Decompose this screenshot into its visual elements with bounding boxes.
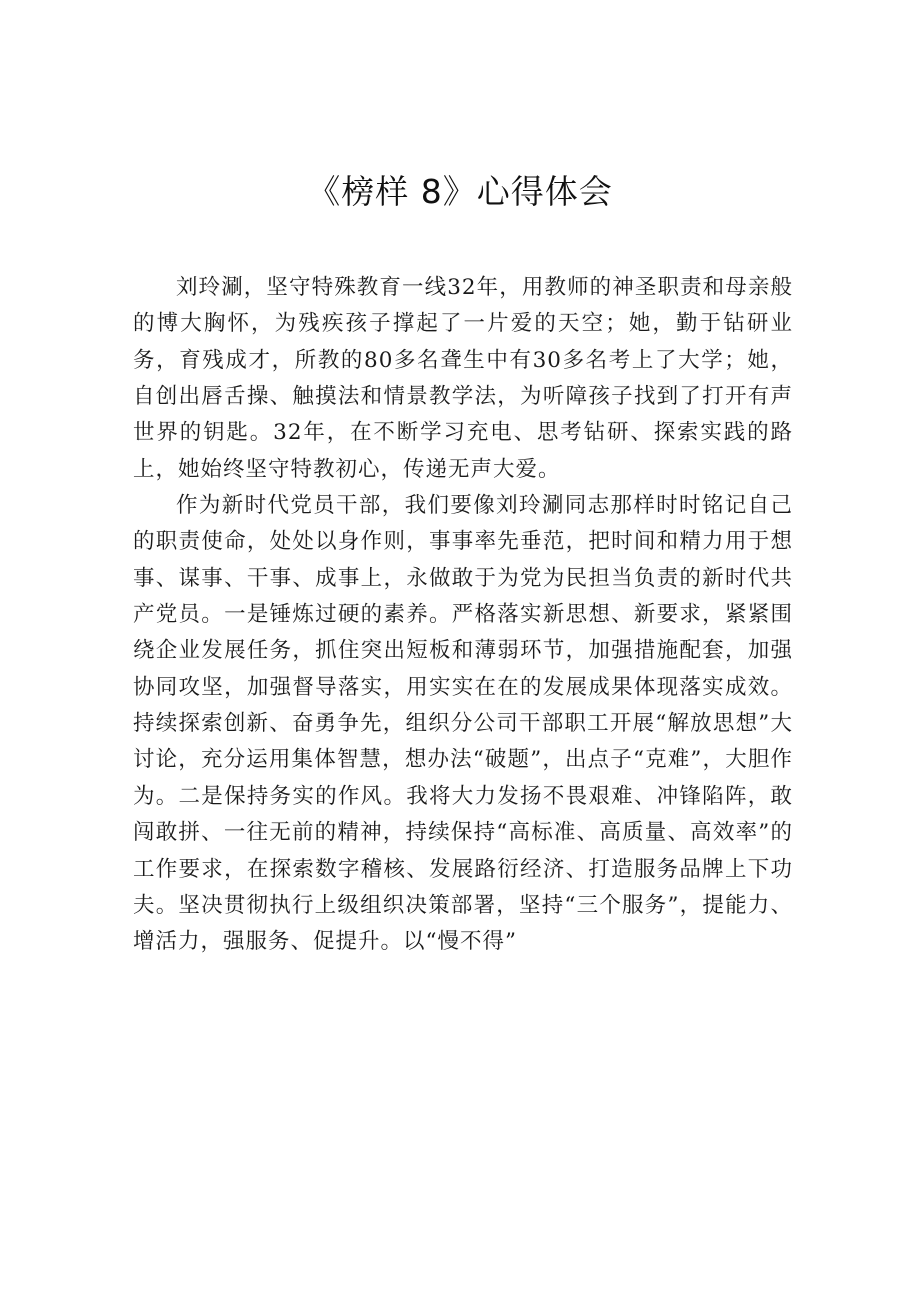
- paragraph: 刘玲涮，坚守特殊教育一线32年，用教师的神圣职责和母亲般的博大胸怀，为残疾孩子撑起了一片爱的天空；她，勤于钻研业务，育残成才，所教的80多名聋生中有30多名考上了大学；她，自创出唇舌操、触摸法和情景教学法，为听障孩子找到了打开有声世界的钥匙。32年，在不断学习充电、思考钻研、探索实践的路上，她始终坚守特教初心，传递无声大爱。: [133, 275, 793, 482]
- document-title: 《榜样 8》心得体会: [307, 172, 613, 211]
- document-body: [133, 270, 793, 961]
- paragraph: 作为新时代党员干部，我们要像刘玲涮同志那样时时铭记自己的职责使命，处处以身作则，事事率先垂范，把时间和精力用于想事、谋事、干事、成事上，永做敢于为党为民担当负责的新时代共产党员。一是锤炼过硬的素养。严格落实新思想、新要求，紧紧围绕企业发展任务，抓住突出短板和薄弱环节，加强措施配套，加强协同攻坚，加强督导落实，用实实在在的发展成果体现落实成效。持续探索创新、奋勇争先，组织分公司干部职工开展“解放思想”大讨论，充分运用集体智慧，想办法“破题”，出点子“克难”，大胆作为。二是保持务实的作风。我将大力发扬不畏艰难、冲锋陷阵，敢闯敢拼、一往无前的精神，持续保持“高标准、高质量、高效率”的工作要求，在探索数字稽核、发展路衍经济、打造服务品牌上下功夫。坚决贯彻执行上级组织决策部署，坚持“三个服务”，提能力、增活力，强服务、促提升。以“慢不得”: [133, 493, 793, 955]
